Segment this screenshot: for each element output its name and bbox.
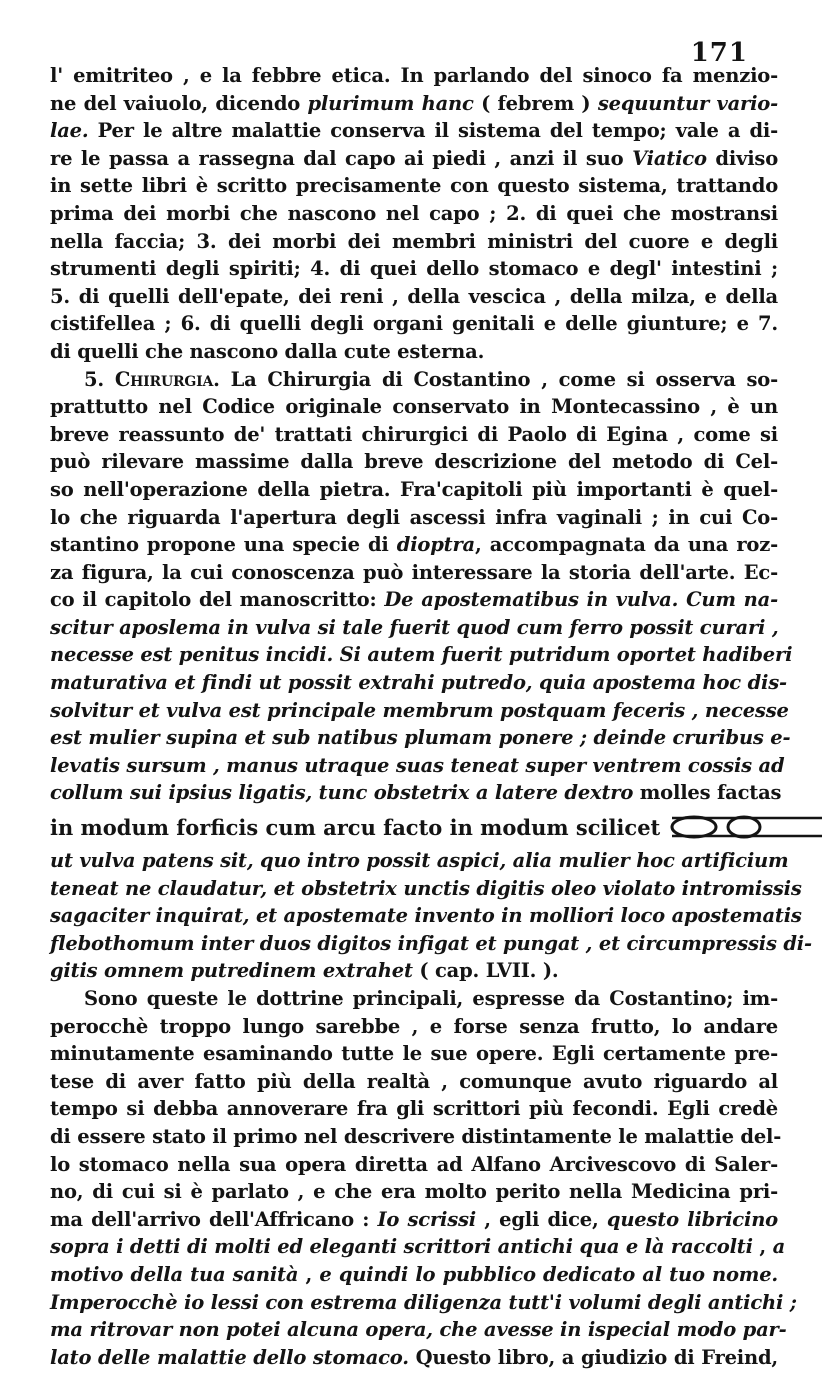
text-line <box>50 1261 778 1289</box>
roman-text: Per le altre malattie conserva il sistema del tempo; vale a di- <box>88 119 778 143</box>
italic-text: Imperocchè io lessi con estrema diligenza tutt'i volumi degli antichi ; <box>50 1290 797 1314</box>
roman-text: minutamente esaminando tutte le sue opere. Egli certamente pre- <box>50 1042 778 1066</box>
text-line <box>50 641 793 669</box>
text-line <box>50 283 778 311</box>
roman-text: ma dell'arrivo dell'Affricano : <box>50 1207 378 1231</box>
italic-text: teneat ne claudatur, et obstetrix unctis digitis oleo violato intromissis <box>50 876 802 900</box>
italic-text: sopra i detti di molti ed eleganti scrittori antichi qua e là raccolti <box>50 1235 753 1259</box>
italic-text: sequuntur vario- <box>597 91 778 115</box>
italic-text: maturativa et findi ut possit extrahi putredo, quia apostema hoc dis- <box>50 671 787 695</box>
italic-text: motivo della tua sanità <box>50 1262 299 1286</box>
italic-text: plurimum hanc <box>307 91 474 115</box>
roman-text: Questo libro, a giudizio di Freind, <box>408 1345 779 1369</box>
text-line <box>50 1068 778 1096</box>
paragraphs-before-figure <box>50 62 793 807</box>
text-line <box>50 1013 778 1041</box>
italic-text: De apostematibus in vulva. Cum na- <box>384 588 778 612</box>
text-line <box>50 847 789 875</box>
italic-text: levatis sursum , manus utraque suas teneat super ventrem cossis ad <box>50 753 785 777</box>
text-line <box>50 255 778 283</box>
roman-text: breve reassunto de' trattati chirurgici di Paolo di Egina , come si <box>50 422 778 446</box>
roman-text: in sette libri è scritto precisamente con questo sistema, trattando <box>50 174 778 198</box>
italic-text: a <box>772 1235 786 1259</box>
roman-text: di essere stato il primo nel descrivere distintamente le malattie del- <box>50 1124 782 1148</box>
italic-text: lae. <box>50 119 89 143</box>
text-block <box>50 62 812 1371</box>
italic-text: questo libricino <box>606 1207 778 1231</box>
roman-text: 5. <box>84 367 115 391</box>
roman-text: lo stomaco nella sua opera diretta ad Alfano Arcivescovo di Saler- <box>50 1152 778 1176</box>
text-line <box>50 1316 787 1344</box>
figure-line <box>50 809 778 845</box>
figure-line-text: in modum forficis cum arcu facto in modum scilicet <box>50 814 661 840</box>
text-line <box>50 172 778 200</box>
text-line <box>50 338 778 366</box>
text-line <box>50 448 778 476</box>
italic-text: flebothomum inter duos digitos infigat et pungat , et circumpressis di- <box>50 931 812 955</box>
roman-text: può rilevare massime dalla breve descrizione del metodo di Cel- <box>50 450 778 474</box>
roman-text: tese di aver fatto più della realtà , comunque avuto riguardo al <box>50 1069 778 1093</box>
page-number: 171 <box>690 38 748 68</box>
roman-text: nella faccia; 3. dei morbi dei membri ministri del cuore e degli <box>50 229 778 253</box>
text-line <box>50 421 778 449</box>
italic-text: ut vulva patens sit, quo intro possit aspici, alia mulier hoc artificium <box>50 849 789 873</box>
italic-text: lato delle malattie dello stomaco. <box>50 1345 409 1369</box>
italic-text: Viatico <box>632 146 707 170</box>
text-line <box>50 1040 778 1068</box>
italic-text: solvitur et vulva est principale membrum postquam feceris , necesse <box>50 698 789 722</box>
roman-text: ( cap. LVII. ). <box>412 959 559 983</box>
text-line <box>50 752 785 780</box>
text-line <box>50 1206 778 1234</box>
roman-text: stantino propone una specie di <box>50 533 397 557</box>
roman-text: 5. di quelli dell'epate, dei reni , della vescica , della milza, e della <box>50 284 778 308</box>
italic-text: sagaciter inquirat, et apostemate invento in molliori loco apostematis <box>50 904 802 928</box>
italic-text: gitis omnem putredinem extrahet <box>50 959 413 983</box>
text-line <box>50 1123 782 1151</box>
paragraphs-after-figure <box>50 847 812 1371</box>
text-line <box>50 200 778 228</box>
roman-text: strumenti degli spiriti; 4. di quei dello stomaco e degl' intestini ; <box>50 257 778 281</box>
text-line <box>50 228 778 256</box>
text-line <box>50 1289 797 1317</box>
text-line <box>50 145 778 173</box>
roman-text: tempo si debba annoverare fra gli scrittori più fecondi. Egli credè <box>50 1097 778 1121</box>
text-line <box>50 90 778 118</box>
text-line <box>50 957 778 985</box>
text-line <box>50 117 778 145</box>
roman-text: prima dei morbi che nascono nel capo ; 2. di quei che mostransi <box>50 201 778 225</box>
roman-text: so nell'operazione della pietra. Fra'capitoli più importanti è quel- <box>50 477 778 501</box>
roman-text: cistifellea ; 6. di quelli degli organi genitali e delle giunture; e 7. <box>50 312 778 336</box>
text-line <box>50 614 778 642</box>
text-line <box>50 1095 778 1123</box>
text-line <box>50 559 778 587</box>
roman-text: ( febrem ) <box>473 91 598 115</box>
italic-text: Io scrissi <box>377 1207 477 1231</box>
italic-text: est mulier supina et sub natibus plumam ponere ; deinde cruribus e- <box>50 726 791 750</box>
roman-text: molles factas <box>633 781 782 805</box>
roman-text: di quelli che nascono dalla cute esterna. <box>50 339 485 363</box>
roman-text: l' emitriteo , e la febbre etica. In parlando del sinoco fa menzio- <box>50 64 778 87</box>
roman-text: re le passa a rassegna dal capo ai piedi , anzi il suo <box>50 146 633 170</box>
text-line <box>50 779 782 807</box>
text-line <box>50 724 791 752</box>
italic-text: scitur aposlema in vulva si tale fuerit quod cum ferro possit curari , <box>50 615 779 639</box>
section-heading: Chirurgia. <box>114 367 220 391</box>
text-line <box>50 985 778 1013</box>
text-line <box>50 1344 778 1372</box>
text-line <box>50 586 778 614</box>
text-line <box>50 504 778 532</box>
text-line <box>50 930 812 958</box>
roman-text: La Chirurgia di Costantino , come si osserva so- <box>219 367 778 391</box>
roman-text: , <box>298 1262 320 1286</box>
roman-text: perocchè troppo lungo sarebbe , e forse senza frutto, lo andare <box>50 1014 778 1038</box>
text-line <box>50 875 802 903</box>
roman-text: , <box>752 1235 773 1259</box>
text-line <box>50 902 802 930</box>
text-line <box>50 1178 778 1206</box>
text-line <box>50 531 778 559</box>
italic-text: dioptra <box>396 533 475 557</box>
italic-text: collum sui ipsius ligatis, tunc obstetrix a latere dextro <box>50 781 634 805</box>
italic-text: necesse est penitus incidi. Si autem fuerit putridum oportet hadiberi <box>50 643 793 667</box>
text-line <box>50 476 778 504</box>
text-line <box>50 669 787 697</box>
italic-text: e quindi lo pubblico dedicato al tuo nome. <box>319 1262 779 1286</box>
text-line <box>50 310 778 338</box>
roman-text: Sono queste le dottrine principali, espresse da Costantino; im- <box>84 987 778 1010</box>
text-line <box>50 1233 786 1261</box>
roman-text: lo che riguarda l'apertura degli ascessi infra vaginali ; in cui Co- <box>50 505 778 529</box>
italic-text: ma ritrovar non potei alcuna opera, che avesse in ispecial modo par- <box>50 1318 787 1342</box>
roman-text: , accompagnata da una roz- <box>474 533 778 557</box>
roman-text: , egli dice, <box>476 1207 607 1231</box>
roman-text: prattutto nel Codice originale conservato in Montecassino , è un <box>50 395 778 419</box>
roman-text: co il capitolo del manoscritto: <box>50 588 385 612</box>
roman-text: ne del vaiuolo, dicendo <box>50 91 308 115</box>
roman-text: za figura, la cui conoscenza può interessare la storia dell'arte. Ec- <box>50 560 778 584</box>
roman-text: diviso <box>706 146 779 170</box>
text-line <box>50 393 778 421</box>
dioptra-figure <box>664 812 824 842</box>
text-line <box>50 366 778 394</box>
text-line <box>50 62 778 90</box>
roman-text: no, di cui si è parlato , e che era molto perito nella Medicina pri- <box>50 1180 778 1204</box>
text-line <box>50 1151 778 1179</box>
text-line <box>50 697 789 725</box>
